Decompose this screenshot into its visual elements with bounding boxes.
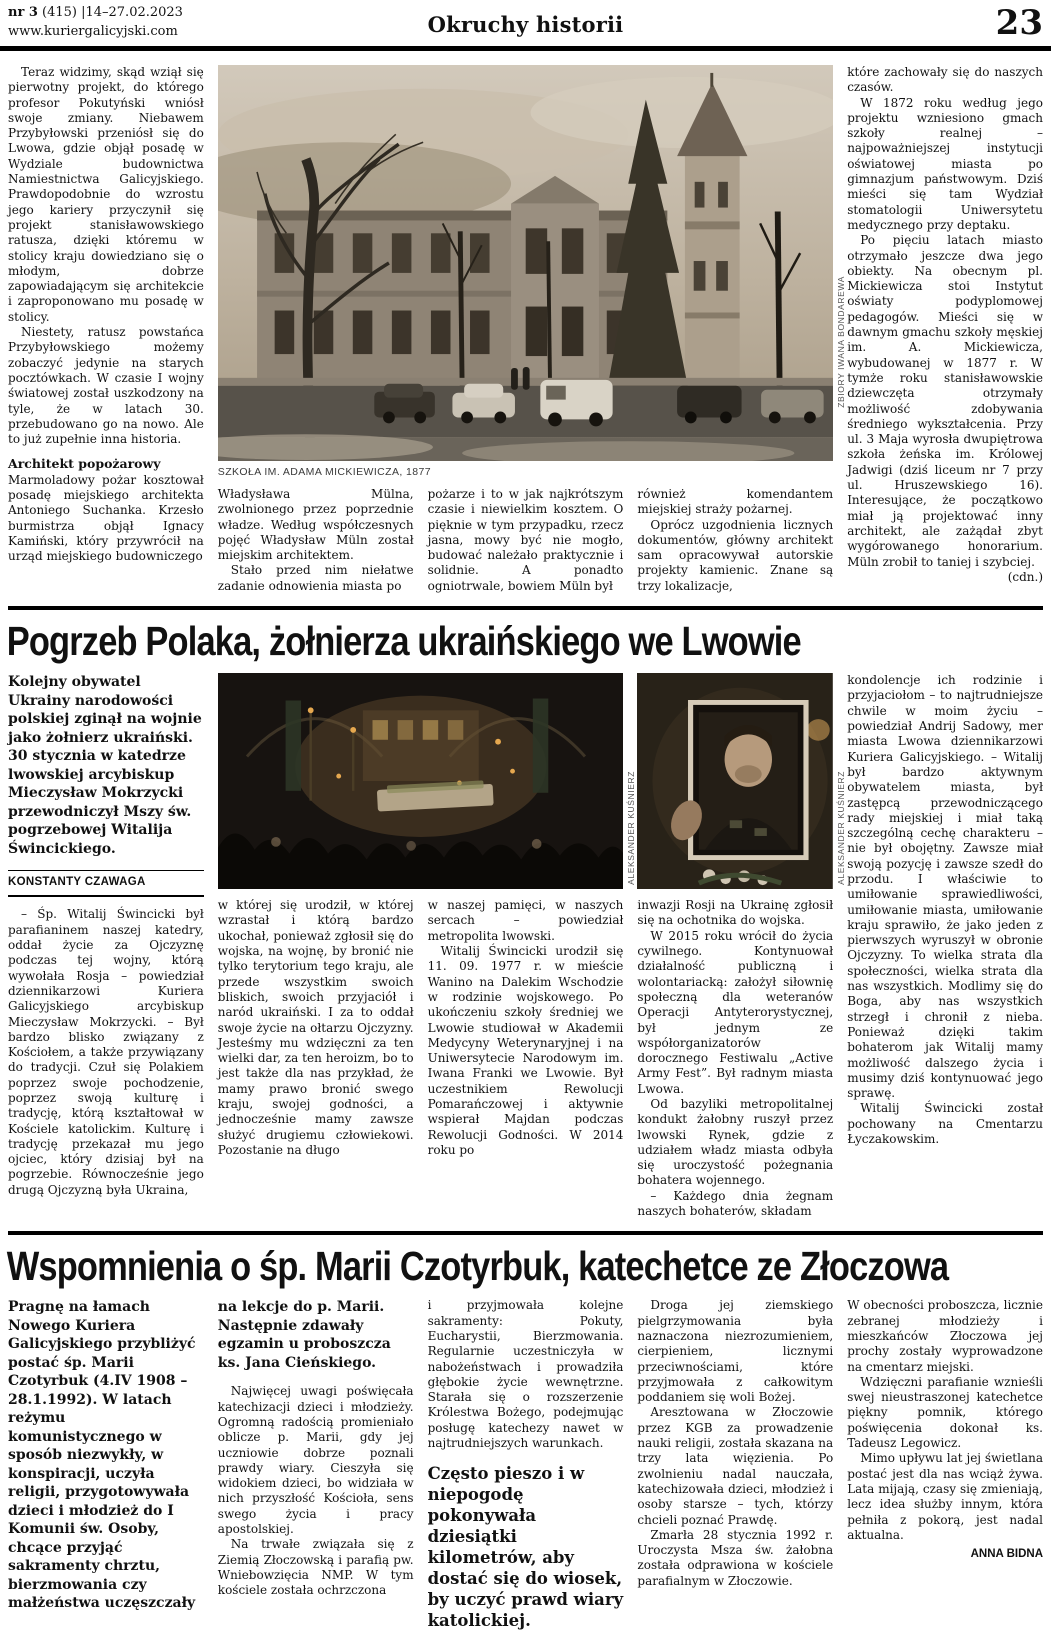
paragraph: – Każdego dnia żegnam naszych bohaterów, składam — [637, 1188, 834, 1219]
paragraph: Najwięcej uwagi poświęcała katechizacji dzieci i młodzieży. Ogromną radością promieniało oblicze p. Marii, gdy jej uczniowie dobrze poznali prawdy wiary. Cieszyła się widokiem dzieci, bo widziała w nich przyszłość Kościoła, sens swego życia i pracy apostolskiej. — [217, 1384, 414, 1537]
paragraph: Marmoladowy pożar kosztował posadę miejskiego architekta Antoniego Suchanka. Krzesło burmistrza objął Ignacy Kamiński, który przywrócił na urząd miejskiego budowniczego — [8, 472, 204, 564]
paragraph: Wdzięczni parafianie wznieśli swej nieustraszonej katechetce piękny pomnik, którego poświęcenia dokonał ks. Tadeusz Legowicz. — [847, 1374, 1043, 1451]
paragraph: Droga jej ziemskiego pielgrzymowania była naznaczona niezrozumieniem, cierpieniem, licznymi przeciwnościami, które przyjmowała z całkowitym poddaniem się woli Bożej. — [637, 1298, 834, 1405]
paragraph: również komendantem miejskiej straży pożarnej. — [637, 487, 834, 517]
paragraph: pożarze i to w jak najkrótszym czasie i niewielkim kosztem. O pięknie w tym przypadku, rzecz jasna, mowy być nie mogło, budować należało praktycznie i solidnie. A ponadto ogniotrwale, bowiem Müln był — [427, 487, 624, 593]
section-divider — [8, 1231, 1043, 1235]
paragraph: Witalij Świncicki został pochowany na Cmentarzu Łyczakowskim. — [847, 1101, 1043, 1147]
paragraph: – Śp. Witalij Świncicki był parafianinem naszej katedry, oddał życie za Ojczyznę podczas tej wojny, którą wywołała Rosja – powiedział dziennikarzowi Kuriera Galicyjskiego arcybiskup Mieczysław Mokrzycki. – Był bardzo blisko związany z Kościołem, a także przywiązany do tradycji. Czuł się Polakiem poprzez swoje pochodzenie, poprzez swoją kulturę i tradycję, którą kształtował w Kościele katolickim. Kulturę i tradycję przekazał mu jego ojciec, który dzisiaj był na pogrzebie. Równocześnie jego drugą Ojczyzną była Ukraina, — [8, 907, 204, 1197]
subheading-architekt-popozarowy: Architekt popożarowy — [8, 456, 161, 472]
paragraph: które zachowały się do naszych czasów. — [847, 65, 1043, 95]
paragraph: Po pięciu latach miasto otrzymało jeszcze dwa jego obiekty. Na obecnym pl. Mickiewicza stoi Instytut oświaty podyplomowej pedagogów. Mieści się w dawnym gmachu szkoły męskiej im. A. Mickiewicza, wybudowanej w 1877 r. W tymże roku stanisławowskie dziewczęta otrzymały możliwość zdobywania średniego wykształcenia. Przy ul. 3 Maja wyrosła dwupiętrowa szkoła żeńska im. Królowej Jadwigi (dziś liceum nr 7 przy ul. Hruszewskiego 16). Interesujące, że początkowo miał ją projektować inny architekt, ale zażądał zbyt wygórowanego honorarium. Müln zrobił to taniej i szybciej. — [847, 233, 1043, 569]
portrait-photo-illustration — [637, 673, 833, 889]
article-wspomnienia — [0, 1245, 1051, 1631]
text-column — [637, 898, 833, 1219]
article-okruchy-historii — [0, 65, 1051, 594]
text-column — [8, 1298, 204, 1631]
pull-quote: Często pieszo i w niepogodę pokonywała dziesiątki kilometrów, aby dostać się do wiosek, by uczyć prawd wiary katolickiej. — [427, 1464, 624, 1631]
school-photo — [217, 65, 847, 478]
photo-credit: ALEKSANDER KUŚNIERZ — [836, 771, 847, 886]
paragraph: inwazji Rosji na Ukrainę zgłosił się na ochotnika do wojska. — [637, 898, 834, 928]
article-pogrzeb-polaka — [0, 620, 1051, 1219]
article-lead-continuation: na lekcje do p. Marii. Następnie zdawały egzamin u proboszcza ks. Jana Cieńskiego. — [217, 1299, 391, 1371]
paragraph: w naszej pamięci, w naszych sercach – powiedział metropolita lwowski. — [427, 898, 624, 943]
article-lead: Kolejny obywatel Ukrainy narodowości polskiej zginął na wojnie jako żołnierz ukraiński. 30 stycznia w katedrze lwowskiej arcybiskup Mieczysław Mokrzycki przewodniczył Mszy św. pogrzebowej Witalija Świncickiego. — [8, 674, 202, 857]
paragraph: Od bazyliki metropolitalnej kondukt żałobny ruszył przez lwowski Rynek, gdzie z udziałem władz miasta odbyła się uroczystość pożegnania bohatera wojennego. — [637, 1096, 834, 1188]
paragraph: w której się urodził, w której wzrastał i którą bardzo ukochał, ponieważ zgłosił się do wojska, na wojnę, by bronić nie tylko terytorium tego kraju, ale przede wszystkim swoich bliskich, swoich przyjaciół i naród ukraiński. I za to oddał swoje życie na ołtarzu Ojczyzny. Jesteśmy mu wdzięczni za ten wielki dar, za ten heroizm, bo to jest także dla nas przykład, że mamy prawo bronić swego kraju, swojej godności, a jednocześnie mamy zawsze służyć drugiemu człowiekowi. Pozostanie na długo — [217, 898, 414, 1157]
funeral-photo — [218, 673, 637, 889]
text-column — [637, 487, 833, 594]
text-column — [8, 65, 204, 594]
text-column — [428, 1298, 624, 1631]
photo-credit: ALEKSANDER KUŚNIERZ — [626, 771, 637, 886]
paragraph: Zmarła 28 stycznia 1992 r. Uroczysta Msza św. żałobna została odprawiona w kościele parafialnym w Złoczowie. — [637, 1527, 834, 1588]
article-lead: Pragnę na łamach Nowego Kuriera Galicyjskiego przybliżyć postać śp. Marii Czotyrbuk (4.IV 1908 – 28.1.1992). W latach reżymu komunistycznego w sposób niezwykły, w konspiracji, uczyła religii, przygotowywała dzieci i młodzież do I Komunii św. Osoby, chcące przyjąć sakramenty chrztu, bierzmowania czy małżeństwa uczęszczały — [8, 1299, 196, 1612]
issue-info — [8, 4, 183, 23]
text-column — [637, 1298, 833, 1631]
section-title: Okruchy historii — [427, 12, 624, 37]
text-column — [218, 487, 414, 594]
continuation-note: (cdn.) — [1007, 569, 1043, 584]
page-header — [0, 0, 1051, 51]
text-column — [428, 898, 624, 1219]
paragraph: Władysława Mülna, zwolnionego przez poprzednie władze. Według współczesnych pojęć Władysław Müln został miejskim architektem. — [217, 487, 414, 563]
author-name: ANNA BIDNA — [970, 1548, 1043, 1561]
paragraph: i przyjmowała kolejne sakramenty: Pokuty, Eucharystii, Bierzmowania. Regularnie uczestniczyła w nabożeństwach i prowadziła głębokie życie wewnętrzne. Starała się o rozszerzenie Królestwa Bożego, podejmując posługę katechezy nawet w najtrudniejszych warunkach. — [427, 1298, 624, 1451]
paragraph: Mimo upływu lat jej świetlana postać jest dla nas wciąż żywa. Lata mijają, czasy się zmieniają, lecz idea służby innym, która pełniła z pokorą, jest nadal aktualna. — [847, 1451, 1043, 1542]
paragraph: Oprócz uzgodnienia licznych dokumentów, główny architekt sam opracowywał autorskie projekty kamienic. Znane są trzy lokalizacje, — [637, 517, 834, 593]
text-column — [218, 1298, 414, 1631]
paragraph: Witalij Świncicki urodził się 11. 09. 1977 r. w mieście Wanino na Dalekim Wschodzie w rodzinie wojskowego. Po ukończeniu szkoły średniej we Lwowie studiował w Akademii Medycyny Weterynaryjnej i na Uniwersytecie Narodowym im. Iwana Franki we Lwowie. Był uczestnikiem Rewolucji Pomarańczowej i aktywnie wspierał Majdan podczas Rewolucji Godności. W 2014 roku po — [427, 944, 624, 1157]
funeral-photo-illustration — [218, 673, 624, 889]
paragraph: Stało przed nim niełatwe zadanie odnowienia miasta po — [217, 563, 414, 593]
headline-pogrzeb: Pogrzeb Polaka, żołnierza ukraińskiego we Lwowie — [6, 618, 801, 665]
paragraph: W 1872 roku według jego projektu wzniesiono gmach szkoły realnej – najpoważniejszej instytucji oświatowej miasta po gimnazjum państwowym. Dziś mieści się tam Wydział stomatologii Uniwersytetu medycznego przy deptaku. — [847, 95, 1043, 232]
text-column — [428, 487, 624, 594]
website-url: www.kuriergalicyjski.com — [8, 23, 178, 39]
paragraph: W obecności proboszcza, licznie zebranej młodzieży i mieszkańców Złoczowa jej prochy zostały wyprowadzone na cmentarz miejski. — [847, 1298, 1043, 1374]
photo-caption: SZKOŁA IM. ADAMA MICKIEWICZA, 1877 — [217, 466, 431, 478]
paragraph: kondolencje ich rodzinie i przyjaciołom – to najtrudniejsze chwile w moim życiu – powiedział Andrij Sadowy, mer miasta Lwowa dziennikarzowi Kuriera Galicyjskiego. – Witalij był bardzo aktywnym obywatelem miasta, był zastępcą przewodniczącego rady miejskiej i miał taką szczególną cechę charakteru – nie był obojętny. Zawsze miał swoją pozycję i zawsze szedł do przodu. I właściwie to umiłowanie sprawiedliwości, umiłowanie miasta, umiłowanie kraju sprawiło, że jako jeden z pierwszych wyruszył w obronie Ojczyzny. To wielka strata dla społeczności, wielka strata dla nas wszystkich. Modlimy się do Boga, aby nas wszystkich strzegł i chronił z nieba. Ponieważ dzięki takim bohaterom jak Witalij mamy możliwość dalszego życia i musimy dziś kontynuować jego sprawę. — [847, 673, 1043, 1101]
text-column — [847, 673, 1043, 1219]
text-column — [847, 65, 1043, 594]
photo-credit: ZBIORY IWANA BONDAREWA — [836, 276, 847, 408]
paragraph: Niestety, ratusz powstańca Przybyłowskiego możemy zobaczyć jedynie na starych pocztówkach. W czasie I wojny światowej został uszkodzony na tyle, że w latach 30. przebudowano go na nowo. Ale to już zupełnie inna historia. — [8, 325, 204, 447]
school-photo-illustration — [218, 65, 833, 461]
paragraph: W 2015 roku wrócił do życia cywilnego. Kontynuował działalność publiczną i wolontariacką: założył siłownię społeczną dla weteranów Operacji Antyterorystycznej, był jednym ze współorganizatorów dorocznego Festiwalu „Active Army Fest”. Był radnym miasta Lwowa. — [637, 928, 834, 1096]
paragraph: Na trwałe związała się z Ziemią Złoczowską i parafią pw. Wniebowzięcia NMP. W tym kościele została ochrzczona — [217, 1537, 414, 1598]
page-number: 23 — [995, 3, 1043, 43]
text-column — [8, 673, 204, 1219]
byline: KONSTANTY CZAWAGA — [8, 870, 204, 897]
text-column — [218, 898, 414, 1219]
section-divider — [8, 606, 1043, 610]
paragraph: Aresztowana w Złoczowie przez KGB za prowadzenie nauki religii, została skazana na trzy lata więzienia. Po zwolnieniu nadal nauczała, katechizowała dzieci, młodzież i osoby starsze – tych, którzy chcieli poznać Prawdę. — [637, 1405, 834, 1527]
paragraph: Teraz widzimy, skąd wziął się pierwotny projekt, do którego profesor Pokutyński wniósł swoje zmiany. Niebawem Przybyłowski przeniósł się do Lwowa, gdzie objął posadę w Wydziale budownictwa Namiestnictwa Galicyjskiego. Prawdopodobnie do wzrostu jego kariery przyczynił się projekt stanisławowskiego ratusza, dzięki któremu w stolicy kraju dowiedziano się o młodym, dobrze zapowiadającym się architekcie i zaproponowano mu posadę w stolicy. — [8, 65, 204, 324]
issue-date: (415) |14–27.02.2023 — [37, 5, 183, 20]
issue-block — [8, 4, 183, 44]
portrait-photo — [637, 673, 847, 889]
issue-number: nr 3 — [8, 5, 38, 20]
headline-wspomnienia: Wspomnienia o śp. Marii Czotyrbuk, katechetce ze Złoczowa — [6, 1243, 949, 1290]
text-column — [847, 1298, 1043, 1631]
